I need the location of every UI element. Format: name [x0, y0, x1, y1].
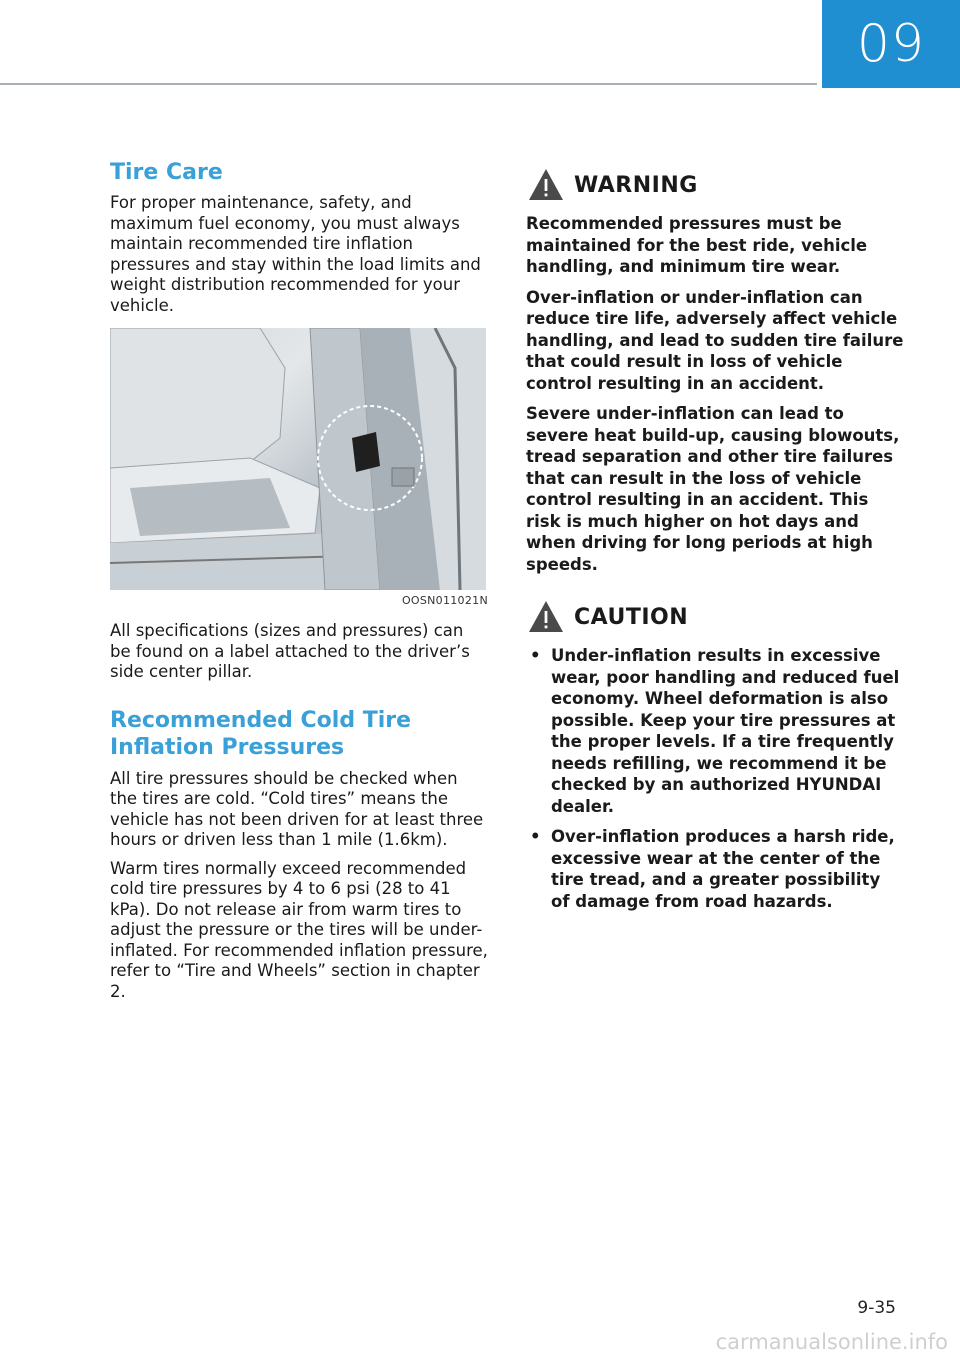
caution-header — [526, 597, 904, 637]
left-column — [110, 160, 488, 1010]
header-rule — [0, 83, 817, 85]
warning-body — [526, 213, 904, 575]
right-column — [526, 165, 904, 921]
warning-title: WARNING — [574, 172, 698, 198]
page-number: 9-35 — [857, 1298, 896, 1318]
pillar-label-figure — [110, 328, 486, 590]
recommended-pressures-heading: Recommended Cold Tire Inflation Pressures — [110, 707, 412, 760]
recommended-paragraph-1: All tire pressures should be checked when the tires are cold. “Cold tires” means the vehicle has not been driven for at least three hours or driven less than 1 mile (1.6km). — [110, 768, 484, 849]
pillar-label-illustration — [110, 328, 486, 590]
warning-paragraph: Over-inflation or under-inflation can reduce tire life, adversely affect vehicle handling, and lead to sudden tire failure that could result in loss of vehicle control resulting in an accident. — [526, 287, 904, 393]
caution-item: • Over-inflation produces a harsh ride, excessive wear at the center of the tire tread, and a greater possibility of damage from road hazards. — [526, 826, 904, 912]
caution-icon — [526, 597, 566, 637]
chapter-tab: 09 — [822, 0, 960, 88]
warning-paragraph: Recommended pressures must be maintained for the best ride, vehicle handling, and minimum tire wear. — [526, 214, 868, 276]
caution-list — [526, 645, 904, 912]
caution-item: • Under-inflation results in excessive wear, poor handling and reduced fuel economy. Wheel deformation is also possible. Keep your tire pressures at the proper levels. If a tire frequently needs refilling, we recommend it be checked by an authorized HYUNDAI dealer. — [526, 645, 904, 817]
caution-title: CAUTION — [574, 604, 689, 630]
tire-care-text: For proper maintenance, safety, and maximum fuel economy, you must always maintain recommended tire inflation pressures and stay within the load limits and weight distribution recommended for your vehicle. — [110, 193, 481, 315]
warning-header — [526, 165, 904, 205]
spec-text: All specifications (sizes and pressures) can be found on a label attached to the driver’s side center pillar. — [110, 621, 470, 681]
watermark: carmanualsonline.info — [715, 1330, 948, 1354]
warning-paragraph: Severe under-inflation can lead to severe heat build-up, causing blowouts, tread separation and other tire failures that can result in the loss of vehicle control resulting in an accident. This risk is much higher on hot days and when driving for long periods at high speeds. — [526, 404, 900, 574]
tire-care-heading: Tire Care — [110, 160, 223, 185]
recommended-paragraph-2: Warm tires normally exceed recommended cold tire pressures by 4 to 6 psi (28 to 41 kPa). Do not release air from warm tires to adjust the pressure or the tires will be under-inflated. For recommended inflation pressure, refer to “Tire and Wheels” section in chapter 2. — [110, 858, 488, 1001]
warning-icon — [526, 165, 566, 205]
figure-code: OOSN011021N — [401, 594, 488, 607]
